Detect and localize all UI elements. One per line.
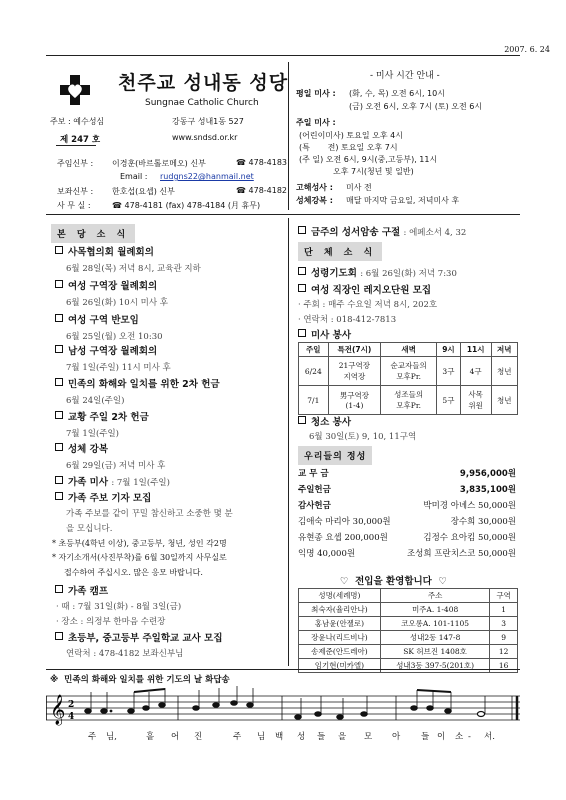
hymn-title: ※ 민족의 화해와 일치를 위한 기도의 날 화답송 bbox=[50, 675, 230, 685]
sched-cell: 청년 bbox=[491, 357, 517, 386]
bullet-icon bbox=[55, 492, 63, 500]
sunday-mass-4: 오후 7시(청년 및 일반) bbox=[333, 167, 414, 176]
sched-header-cell: 저녁 bbox=[491, 343, 517, 357]
offerings-header: 우리들의 정성 bbox=[298, 446, 372, 465]
bullet-icon bbox=[55, 314, 63, 322]
welcome-cell: 코오롱A. 101-1105 bbox=[380, 617, 489, 631]
lyric-syllable: 을 bbox=[338, 732, 347, 742]
lyric-syllable: 주 bbox=[233, 732, 242, 742]
sched-cell: 청년 bbox=[491, 386, 517, 415]
thanks-label: 감사헌금 bbox=[298, 501, 331, 511]
table-row bbox=[299, 617, 518, 631]
welcome-table bbox=[298, 588, 518, 673]
bullet-icon bbox=[55, 443, 63, 451]
confession-label: 고해성사 : bbox=[296, 183, 333, 192]
welcome-header-cell: 성명(세례명) bbox=[299, 589, 381, 603]
weekday-mass-label: 평일 미사 : bbox=[296, 89, 336, 98]
reporter-note: * 자기소개서(사진부착)를 6월 30일까지 사무실로 bbox=[52, 553, 227, 562]
sunday-mass-label: 주일 미사 : bbox=[296, 118, 336, 127]
sched-cell: 사목 위원 bbox=[460, 386, 491, 415]
hymn-lyrics bbox=[88, 731, 495, 742]
sched-header-cell: 주일 bbox=[299, 343, 329, 357]
legion-line: · 주회 : 매주 수요일 저녁 8시, 202호 bbox=[298, 300, 438, 310]
pastor-phone: ☎ 478-4183 bbox=[236, 158, 288, 167]
column-divider bbox=[288, 218, 289, 666]
teacher-line: 연락처 : 478-4182 보좌신부님 bbox=[66, 649, 184, 659]
lyric-syllable: 성 bbox=[297, 732, 306, 742]
lyric-syllable: 백 bbox=[275, 732, 284, 742]
hymn-staff bbox=[46, 686, 520, 746]
church-title: 천주교 성내동 성당 bbox=[118, 72, 289, 94]
mass-service-table bbox=[298, 342, 518, 415]
bullet-icon bbox=[55, 476, 63, 484]
sched-cell: 3구 bbox=[437, 357, 461, 386]
bullet-icon bbox=[55, 411, 63, 419]
news-item-detail: 6월 29일(금) 저녁 미사 후 bbox=[66, 461, 166, 471]
welcome-cell: 16 bbox=[490, 659, 518, 673]
sched-header-cell: 특전(7시) bbox=[328, 343, 381, 357]
reporter-note: 접수하여 주십시오. 많은 응모 바랍니다. bbox=[64, 568, 203, 577]
bullet-icon bbox=[298, 329, 306, 337]
sched-cell: 5구 bbox=[437, 386, 461, 415]
welcome-cell: 성내2동 147-8 bbox=[380, 631, 489, 645]
sched-header-cell: 11시 bbox=[460, 343, 491, 357]
spirit-prayer-title: 성령기도회 : 6월 26일(화) 저녁 7:30 bbox=[298, 265, 457, 279]
office-label: 사 무 실 : bbox=[57, 201, 91, 210]
news-item-title: 민족의 화해와 일치를 위한 2차 헌금 bbox=[55, 376, 220, 390]
bullet-icon bbox=[298, 416, 306, 424]
treble-clef-icon: 𝄞 bbox=[50, 695, 66, 725]
welcome-cell: SK 허브진 1408호 bbox=[380, 645, 489, 659]
church-address: 강동구 성내1동 527 bbox=[172, 117, 244, 126]
welcome-cell: 미주A. 1-408 bbox=[380, 603, 489, 617]
news-item-title: 남성 구역장 월례회의 bbox=[55, 343, 157, 357]
cleaning-title: 청소 봉사 bbox=[298, 414, 351, 428]
sched-header-cell: 9시 bbox=[437, 343, 461, 357]
money-row: 주일헌금 3,835,100원 bbox=[298, 485, 516, 495]
welcome-cell: 임기현(미카엘) bbox=[299, 659, 381, 673]
reporter-line: 을 모십니다. bbox=[66, 524, 113, 534]
pastor-label: 주임신부 : bbox=[57, 159, 94, 168]
lyric-syllable: 이 bbox=[437, 732, 446, 742]
lyric-syllable: 모 bbox=[364, 732, 373, 742]
mass-times-title: - 미사 시간 안내 - bbox=[370, 71, 440, 81]
sched-cell: 4구 bbox=[460, 357, 491, 386]
news-item-title: 사목협의회 월례회의 bbox=[55, 244, 154, 258]
email-label: Email : bbox=[120, 172, 148, 181]
legion-title: 여성 직장인 레지오단원 모집 bbox=[298, 282, 431, 296]
table-row bbox=[299, 603, 518, 617]
bullet-icon bbox=[55, 280, 63, 288]
welcome-cell: 3 bbox=[490, 617, 518, 631]
groups-news-header: 단 체 소 식 bbox=[298, 242, 382, 261]
news-item-detail: 6월 24일(주일) bbox=[66, 396, 125, 406]
sched-cell: 男구역장 (1-4) bbox=[328, 386, 381, 415]
legion-line: · 연락처 : 018-412-7813 bbox=[298, 315, 397, 325]
reporter-title: 가족 주보 기자 모집 bbox=[55, 490, 151, 504]
lyric-syllable: 들 bbox=[421, 732, 430, 742]
lyric-syllable: 진 bbox=[194, 732, 203, 742]
welcome-title: ♡ 전입을 환영합니다 ♡ bbox=[340, 576, 447, 587]
lyric-syllable: - bbox=[468, 732, 471, 742]
lyric-syllable: 님, bbox=[106, 732, 117, 742]
weekday-mass-2: (금) 오전 6시, 오후 7시 (토) 오전 6시 bbox=[349, 102, 483, 111]
welcome-cell: 성내3동 397-5(201호) bbox=[380, 659, 489, 673]
welcome-header-cell: 주소 bbox=[380, 589, 489, 603]
news-item-detail: 6월 26일(화) 10시 미사 후 bbox=[66, 298, 168, 308]
table-row bbox=[299, 631, 518, 645]
reporter-note: * 초등부(4학년 이상), 중고등부, 청년, 성인 각2명 bbox=[52, 539, 227, 548]
welcome-cell: 12 bbox=[490, 645, 518, 659]
mass-service-title: 미사 봉사 bbox=[298, 327, 351, 341]
issue-number: 제 247 호 bbox=[60, 135, 101, 145]
thanks-row: 익명 40,000원 조성희 프란치스코 50,000원 bbox=[298, 549, 516, 559]
money-row: 교 무 금 9,956,000원 bbox=[298, 469, 516, 479]
header-divider bbox=[288, 62, 289, 210]
news-item-title: 여성 구역 반모임 bbox=[55, 312, 139, 326]
thanks-row: 유현종 요셉 200,000원 김정수 요아킴 50,000원 bbox=[298, 533, 516, 543]
thanks-row: 김애숙 마리아 30,000원 장수희 30,000원 bbox=[298, 517, 516, 527]
lyric-syllable: 들 bbox=[317, 732, 326, 742]
sunday-mass-3: (주 일) 오전 6시, 9시(중,고등부), 11시 bbox=[299, 155, 438, 164]
adoration-time: 매달 마지막 금요일, 저녁미사 후 bbox=[346, 196, 460, 205]
sched-header-cell: 새벽 bbox=[381, 343, 437, 357]
top-rule bbox=[46, 55, 520, 56]
welcome-cell: 장윤나(리드비나) bbox=[299, 631, 381, 645]
assistant-name: 한호섭(요셉) 신부 bbox=[112, 187, 175, 196]
time-sig-bottom: 4 bbox=[68, 712, 75, 722]
cleaning-line: 6월 30일(토) 9, 10, 11구역 bbox=[309, 432, 417, 442]
sunday-mass-1: (어린이미사) 토요일 오후 4시 bbox=[299, 131, 403, 140]
sched-cell: 6/24 bbox=[299, 357, 329, 386]
news-item-title: 교황 주일 2차 헌금 bbox=[55, 409, 149, 423]
welcome-cell: 1 bbox=[490, 603, 518, 617]
teacher-title: 초등부, 중고등부 주일학교 교사 모집 bbox=[55, 630, 223, 644]
issue-date: 2007. 6. 24 bbox=[504, 45, 550, 54]
email-link[interactable]: rudgns22@hanmail.net bbox=[160, 172, 254, 181]
camp-title: 가족 캠프 bbox=[55, 583, 108, 597]
lyric-syllable: 님 bbox=[257, 732, 266, 742]
table-row bbox=[299, 645, 518, 659]
news-item-detail: 6월 25일(월) 오전 10:30 bbox=[66, 332, 163, 342]
news-item-detail: 7월 1일(주일) bbox=[66, 429, 119, 439]
news-item-title: 여성 구역장 월례회의 bbox=[55, 278, 157, 292]
pastor-name: 이경훈(바르톨로메오) 신부 bbox=[112, 159, 206, 168]
welcome-cell: 송제준(안드레아) bbox=[299, 645, 381, 659]
church-website[interactable]: www.sndsd.or.kr bbox=[172, 133, 238, 142]
hymn-top-rule bbox=[46, 669, 520, 670]
camp-line: · 때 : 7월 31일(화) - 8월 3일(금) bbox=[56, 602, 182, 612]
assistant-label: 보좌신부 : bbox=[57, 187, 94, 196]
news-item-detail: 7월 1일(주일) 11시 미사 후 bbox=[66, 363, 171, 373]
sched-cell: 성조들의 모후Pr. bbox=[381, 386, 437, 415]
bullet-icon bbox=[298, 226, 306, 234]
sunday-mass-2: (특 전) 토요일 오후 7시 bbox=[299, 143, 398, 152]
lyric-syllable: 흩 bbox=[146, 732, 155, 742]
lyric-syllable: 아 bbox=[392, 732, 401, 742]
lyric-syllable: 주 bbox=[88, 732, 97, 742]
bullet-icon bbox=[55, 345, 63, 353]
lyric-syllable: 소 bbox=[455, 732, 464, 742]
bullet-icon bbox=[298, 267, 306, 275]
sched-cell: 순교자들의 모후Pr. bbox=[381, 357, 437, 386]
family-mass-title: 가족 미사 : 7월 1일(주일) bbox=[55, 474, 170, 488]
weekday-mass-1: (화, 수, 목) 오전 6시, 10시 bbox=[349, 89, 445, 98]
camp-line: · 장소 : 의정부 한마음 수련장 bbox=[56, 617, 166, 627]
issue-underline bbox=[56, 145, 96, 146]
bullet-icon bbox=[298, 284, 306, 292]
parish-news-header: 본 당 소 식 bbox=[51, 224, 135, 243]
table-row bbox=[299, 659, 518, 673]
bullet-icon bbox=[55, 585, 63, 593]
news-item-title: 성체 강복 bbox=[55, 441, 108, 455]
welcome-cell: 9 bbox=[490, 631, 518, 645]
welcome-cell: 홍남윤(안젤로) bbox=[299, 617, 381, 631]
lyric-syllable: 서. bbox=[484, 732, 495, 742]
header-bottom-rule bbox=[46, 214, 520, 215]
office-info: ☎ 478-4181 (fax) 478-4184 (月 휴무) bbox=[112, 201, 261, 210]
verse-title: 금주의 성서암송 구절 : 에페소서 4, 32 bbox=[298, 224, 466, 238]
welcome-header-cell: 구역 bbox=[490, 589, 518, 603]
patron-label: 주보 : 예수성심 bbox=[50, 117, 105, 126]
time-sig-top: 2 bbox=[68, 700, 75, 710]
adoration-label: 성체강복 : bbox=[296, 196, 333, 205]
confession-time: 미사 전 bbox=[346, 183, 372, 192]
sched-cell: 7/1 bbox=[299, 386, 329, 415]
welcome-cell: 최숙자(율리안나) bbox=[299, 603, 381, 617]
bullet-icon bbox=[55, 632, 63, 640]
reporter-line: 가족 주보를 같이 꾸밀 참신하고 소중한 몇 분 bbox=[66, 509, 233, 519]
sched-cell: 21구역장 지역장 bbox=[328, 357, 381, 386]
church-subtitle: Sungnae Catholic Church bbox=[145, 98, 259, 108]
church-logo-icon bbox=[60, 75, 90, 105]
bullet-icon bbox=[55, 246, 63, 254]
news-item-detail: 6월 28일(목) 저녁 8시, 교육관 지하 bbox=[66, 264, 201, 274]
bullet-icon bbox=[55, 378, 63, 386]
lyric-syllable: 어 bbox=[171, 732, 180, 742]
assistant-phone: ☎ 478-4182 bbox=[236, 186, 288, 195]
